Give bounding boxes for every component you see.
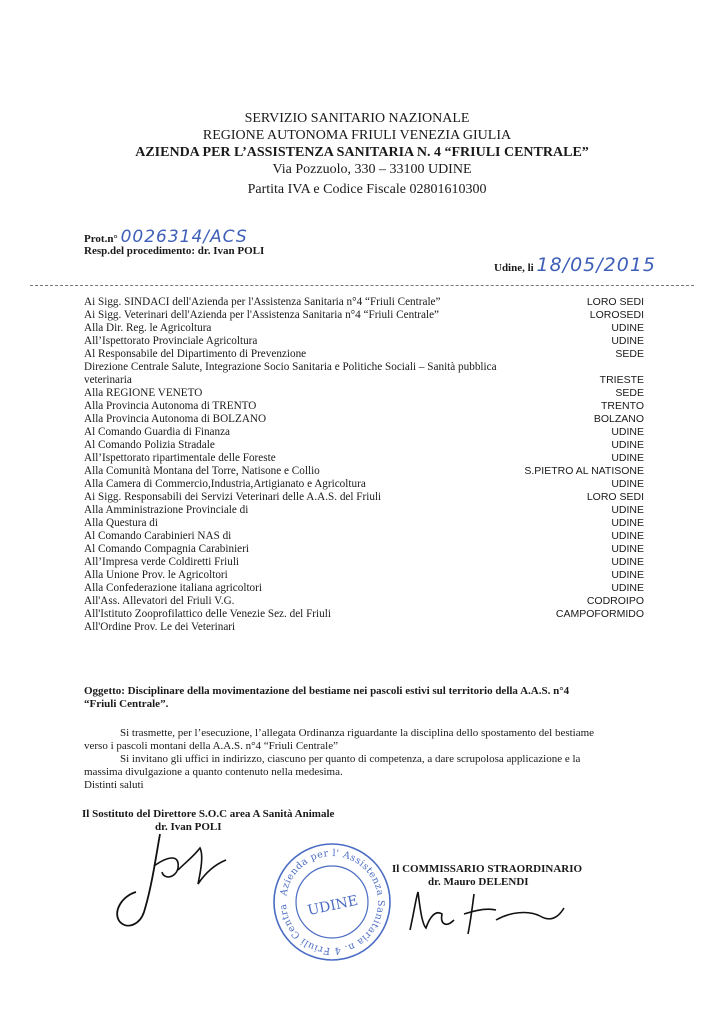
recipient-row bbox=[84, 621, 644, 634]
official-stamp-icon bbox=[266, 832, 394, 964]
responsible-officer: Resp.del procedimento: dr. Ivan POLI bbox=[84, 245, 265, 257]
recipient-name: Ai Sigg. Veterinari dell'Azienda per l'Assistenza Sanitaria n°4 “Friuli Centrale” bbox=[84, 309, 440, 321]
recipient-city: CAMPOFORMIDO bbox=[555, 608, 644, 620]
letterhead-line-vat: Partita IVA e Codice Fiscale 02801610300 bbox=[247, 182, 487, 197]
recipient-name: Alla Confederazione italiana agricoltori bbox=[84, 582, 262, 594]
body-paragraph-1: Si trasmette, per l’esecuzione, l’allegata Ordinanza riguardante la disciplina dello spostamento del bestiame verso i pascoli montani della A.A.S. n°4 “Friuli Centrale” bbox=[84, 727, 595, 752]
recipient-name: Al Comando Guardia di Finanza bbox=[84, 426, 231, 438]
recipient-name: Alla REGIONE VENETO bbox=[84, 387, 203, 399]
recipient-list bbox=[84, 296, 644, 634]
protocol-number: 0026314/ACS bbox=[120, 227, 248, 247]
recipient-city: SEDE bbox=[615, 348, 644, 360]
right-signatory-title: Il COMMISSARIO STRAORDINARIO bbox=[392, 863, 583, 875]
date-label: Udine, li bbox=[494, 262, 534, 274]
recipient-city: UDINE bbox=[611, 556, 644, 568]
letterhead-line-region: REGIONE AUTONOMA FRIULI VENEZIA GIULIA bbox=[202, 128, 512, 143]
recipient-name: Al Responsabile del Dipartimento di Prevenzione bbox=[84, 348, 307, 360]
recipient-city: UDINE bbox=[611, 582, 644, 594]
recipient-row bbox=[84, 491, 644, 504]
recipient-row bbox=[84, 387, 644, 400]
left-signatory-title: Il Sostituto del Direttore S.O.C area A Sanità Animale bbox=[82, 808, 335, 820]
recipient-row bbox=[84, 361, 644, 387]
recipient-city: UDINE bbox=[611, 322, 644, 334]
recipient-row bbox=[84, 504, 644, 517]
recipient-name: Alla Dir. Reg. le Agricoltura bbox=[84, 322, 212, 334]
letterhead-line-agency: AZIENDA PER L’ASSISTENZA SANITARIA N. 4 “FRIULI CENTRALE” bbox=[135, 145, 589, 160]
recipient-name: All'Ass. Allevatori del Friuli V.G. bbox=[84, 595, 235, 607]
recipient-city: LORO SEDI bbox=[586, 491, 644, 503]
recipient-name: Ai Sigg. SINDACI dell'Azienda per l'Assistenza Sanitaria n°4 “Friuli Centrale” bbox=[84, 296, 441, 308]
letterhead-line-service: SERVIZIO SANITARIO NAZIONALE bbox=[244, 111, 470, 126]
recipient-city: UDINE bbox=[611, 504, 644, 516]
recipient-row bbox=[84, 608, 644, 621]
recipient-city: UDINE bbox=[611, 335, 644, 347]
recipient-row bbox=[84, 569, 644, 582]
recipient-row bbox=[84, 309, 644, 322]
protocol-label: Prot.n° bbox=[84, 233, 118, 245]
recipient-row bbox=[84, 465, 644, 478]
letter-body bbox=[84, 727, 604, 792]
recipient-city: TRENTO bbox=[601, 400, 644, 412]
recipient-name: All’Ispettorato ripartimentale delle Foreste bbox=[84, 452, 276, 464]
recipient-name: All’Ispettorato Provinciale Agricoltura bbox=[84, 335, 258, 347]
recipient-name: Alla Provincia Autonoma di TRENTO bbox=[84, 400, 257, 412]
recipient-name: All'Ordine Prov. Le dei Veterinari bbox=[84, 621, 236, 633]
recipient-name: Alla Provincia Autonoma di BOLZANO bbox=[84, 413, 267, 425]
recipient-name: Alla Questura di bbox=[84, 517, 158, 529]
recipient-name: Direzione Centrale Salute, Integrazione Socio Sanitaria e Politiche Sociali – Sanità pubblica veterinaria bbox=[84, 361, 497, 386]
separator-line bbox=[30, 285, 694, 286]
stamp-center-text: UDINE bbox=[306, 892, 360, 920]
subject-line-2: “Friuli Centrale”. bbox=[84, 698, 169, 710]
recipient-city: LOROSEDI bbox=[589, 309, 644, 321]
recipient-city: UDINE bbox=[611, 569, 644, 581]
recipient-row bbox=[84, 543, 644, 556]
recipient-city: S.PIETRO AL NATISONE bbox=[524, 465, 644, 477]
recipient-row bbox=[84, 530, 644, 543]
protocol-line bbox=[84, 227, 248, 247]
recipient-city: LORO SEDI bbox=[586, 296, 644, 308]
recipient-name: All’Impresa verde Coldiretti Friuli bbox=[84, 556, 240, 568]
subject bbox=[84, 685, 569, 711]
letterhead-line-address: Via Pozzuolo, 330 – 33100 UDINE bbox=[272, 162, 472, 177]
recipient-name: Al Comando Compagnia Carabinieri bbox=[84, 543, 249, 555]
recipient-name: Alla Comunità Montana del Torre, Natisone e Collio bbox=[84, 465, 320, 477]
recipient-name: All'Istituto Zooprofilattico delle Venezie Sez. del Friuli bbox=[84, 608, 331, 620]
left-signatory-name: dr. Ivan POLI bbox=[155, 821, 222, 833]
recipient-row bbox=[84, 439, 644, 452]
recipient-row bbox=[84, 335, 644, 348]
recipient-row bbox=[84, 452, 644, 465]
date-line bbox=[494, 254, 656, 276]
closing-greeting: Distinti saluti bbox=[84, 779, 144, 791]
letterhead bbox=[0, 110, 724, 198]
recipient-city: UDINE bbox=[611, 530, 644, 542]
stamp-ring-text: Azienda per l' Assistenza Sanitaria n. 4 Friuli Centrale bbox=[266, 832, 387, 957]
recipient-city: UDINE bbox=[611, 517, 644, 529]
recipient-name: Alla Unione Prov. le Agricoltori bbox=[84, 569, 228, 581]
recipient-row bbox=[84, 413, 644, 426]
recipient-row bbox=[84, 322, 644, 335]
left-signature-icon bbox=[108, 826, 238, 936]
body-paragraph-2: Si invitano gli uffici in indirizzo, ciascuno per quanto di competenza, a dare scrupolosa applicazione e la massima divulgazione a quanto contenuto nella medesima. bbox=[84, 753, 581, 778]
recipient-name: Alla Camera di Commercio,Industria,Artigianato e Agricoltura bbox=[84, 478, 366, 490]
recipient-row bbox=[84, 400, 644, 413]
recipient-row bbox=[84, 517, 644, 530]
recipient-name: Ai Sigg. Responsabili dei Servizi Veterinari delle A.A.S. del Friuli bbox=[84, 491, 382, 503]
recipient-city: CODROIPO bbox=[586, 595, 644, 607]
recipient-row bbox=[84, 556, 644, 569]
recipient-row bbox=[84, 582, 644, 595]
recipient-city: UDINE bbox=[611, 543, 644, 555]
recipient-city: UDINE bbox=[611, 452, 644, 464]
subject-line-1: Oggetto: Disciplinare della movimentazione del bestiame nei pascoli estivi sul territorio della A.A.S. n°4 bbox=[84, 685, 570, 697]
recipient-row bbox=[84, 595, 644, 608]
recipient-city: UDINE bbox=[611, 439, 644, 451]
right-signatory-name: dr. Mauro DELENDI bbox=[428, 876, 529, 888]
recipient-city: UDINE bbox=[611, 478, 644, 490]
recipient-city: TRIESTE bbox=[599, 374, 644, 386]
right-signature-icon bbox=[400, 884, 570, 944]
recipient-name: Al Comando Carabinieri NAS di bbox=[84, 530, 232, 542]
date-value: 18/05/2015 bbox=[536, 254, 656, 276]
recipient-row bbox=[84, 426, 644, 439]
recipient-row bbox=[84, 348, 644, 361]
recipient-city: SEDE bbox=[615, 387, 644, 399]
recipient-city: UDINE bbox=[611, 426, 644, 438]
recipient-row bbox=[84, 296, 644, 309]
recipient-row bbox=[84, 478, 644, 491]
recipient-name: Alla Amministrazione Provinciale di bbox=[84, 504, 249, 516]
recipient-city: BOLZANO bbox=[593, 413, 644, 425]
recipient-name: Al Comando Polizia Stradale bbox=[84, 439, 215, 451]
